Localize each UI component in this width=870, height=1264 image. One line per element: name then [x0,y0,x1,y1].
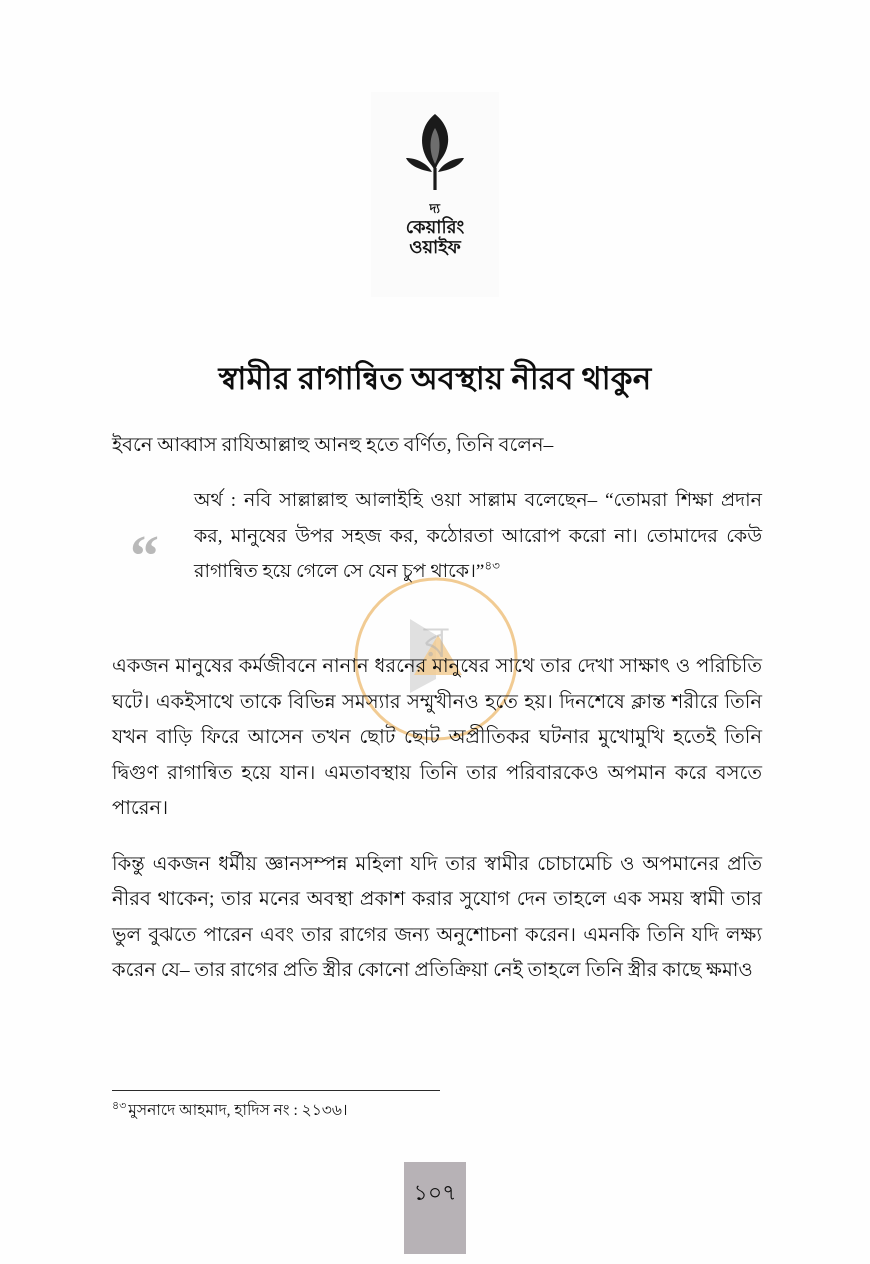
publisher-logo [371,92,499,297]
leaf-sprout-icon [398,106,472,198]
footnote [112,1098,348,1124]
paragraph-2: কিন্তু একজন ধর্মীয় জ্ঞানসম্পন্ন মহিলা যদি তার স্বামীর চোচামেচি ও অপমানের প্রতি নীরব থাকেন; তার মনের অবস্থা প্রকাশ করার সুযোগ দেন তাহলে এক সময় স্বামী তার ভুল বুঝতে পারেন এবং তার রাগের জন্য অনুশোচনা করেন। এমনকি তিনি যদি লক্ষ্য করেন যে– তার রাগের প্রতি স্ত্রীর কোনো প্রতিক্রিয়া নেই তাহলে তিনি স্ত্রীর কাছে ক্ষমাও [112,853,762,982]
hadith-quote-text [194,483,762,588]
logo-line-3: ওয়াইফ [409,236,461,257]
logo-wordmark [406,202,465,257]
hadith-quote-block [112,483,762,623]
narration-intro: ইবনে আব্বাস রাযিআল্লাহু আনহু হতে বর্ণিত, তিনি বলেন– [112,435,554,456]
footnote-reference: ৪৩ [484,558,500,573]
svg-text:র: র [423,618,449,667]
quote-mark-icon: “ [130,523,159,589]
footnote-divider [112,1090,440,1091]
page-title: স্বামীর রাগান্বিত অবস্থায় নীরব থাকুন [218,360,652,396]
paragraph-1: একজন মানুষের কর্মজীবনে নানান ধরনের মানুষের সাথে তার দেখা সাক্ষাৎ ও পরিচিতি ঘটে। একইসাথে তাকে বিভিন্ন সমস্যার সম্মুখীনও হতে হয়। দিনশেষে ক্লান্ত শরীরে তিনি যখন বাড়ি ফিরে আসেন তখন ছোট ছোট অপ্রীতিকর ঘটনার মুখোমুখি হতেই তিনি দ্বিগুণ রাগান্বিত হয়ে যান। এমতাবস্থায় তিনি তার পরিবারকেও অপমান করে বসতে পারেন। [112,656,762,820]
quote-body: অর্থ : নবি সাল্লাল্লাহু আলাইহি ওয়া সাল্লাম বলেছেন– “তোমরা শিক্ষা প্রদান কর, মানুষের উপর সহজ কর, কঠোরতা আরোপ করো না। তোমাদের কেউ রাগান্বিত হয়ে গেলে সে যেন চুপ থাকে।” [194,490,762,582]
page-number: ১০৭ [413,1180,457,1205]
footnote-text: মুসনাদে আহমাদ, হাদিস নং : ২১৩৬। [128,1102,348,1120]
logo-line-1: দ্য [429,201,441,216]
page-content [112,428,762,1009]
page-number-box [404,1162,466,1254]
logo-line-2: কেয়ারিং [405,216,465,237]
footnote-marker: ৪৩ [112,1100,127,1112]
